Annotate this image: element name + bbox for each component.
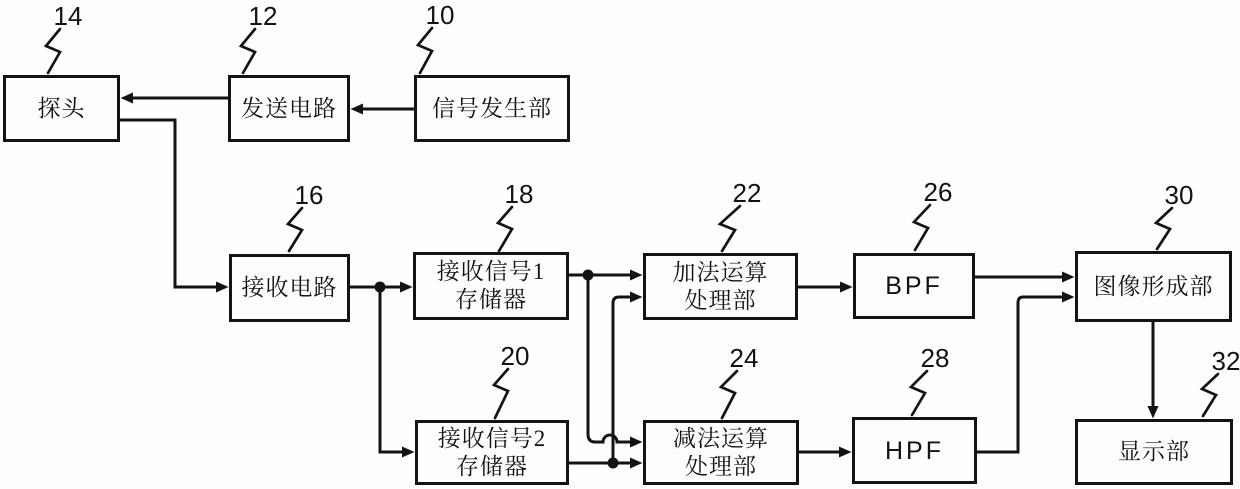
ref-number-20: 20	[500, 341, 530, 371]
leader-squiggle-14	[46, 29, 60, 73]
ref-number-14: 14	[53, 1, 83, 31]
block-probe: 探头	[3, 75, 120, 142]
ref-number-32: 32	[1211, 346, 1240, 376]
ref-number-12: 12	[248, 1, 278, 31]
ref-number-24: 24	[729, 343, 759, 373]
leader-squiggle-22	[720, 206, 740, 251]
block-received-signal-2-memory: 接收信号2 存储器	[415, 420, 569, 485]
ref-number-30: 30	[1164, 180, 1194, 210]
block-image-forming: 图像形成部	[1075, 251, 1232, 322]
block-bpf: BPF	[853, 253, 975, 319]
junction-dot	[375, 282, 386, 293]
connector-probe-to-receive	[120, 120, 216, 287]
leader-squiggle-28	[911, 371, 927, 415]
connector-receive-to-mem2	[380, 287, 402, 452]
leader-squiggle-10	[418, 28, 432, 73]
block-addition-processor: 加法运算 处理部	[643, 253, 798, 320]
leader-squiggle-26	[914, 205, 930, 250]
ref-number-26: 26	[923, 177, 953, 207]
connector-mem1-to-subtractor	[588, 275, 630, 442]
leader-squiggle-18	[498, 207, 512, 251]
ref-number-18: 18	[504, 179, 534, 209]
block-receive-circuit: 接收电路	[229, 254, 350, 322]
block-subtraction-processor: 减法运算 处理部	[643, 420, 799, 485]
connector-hpf-to-imageforming	[977, 297, 1062, 452]
leader-squiggle-20	[494, 369, 508, 418]
leader-squiggle-32	[1202, 374, 1218, 416]
ref-number-22: 22	[732, 178, 762, 208]
block-hpf: HPF	[852, 417, 977, 484]
leader-squiggle-12	[241, 29, 255, 73]
leader-squiggle-24	[721, 371, 737, 418]
block-display: 显示部	[1075, 419, 1233, 485]
block-signal-generator: 信号发生部	[414, 75, 570, 142]
block-transmit-circuit: 发送电路	[228, 75, 350, 142]
ref-number-28: 28	[920, 343, 950, 373]
leader-squiggle-30	[1156, 208, 1172, 249]
block-received-signal-1-memory: 接收信号1 存储器	[413, 252, 569, 320]
ref-number-16: 16	[294, 180, 324, 210]
junction-dot	[583, 270, 594, 281]
leader-squiggle-16	[288, 208, 302, 251]
junction-dot	[608, 458, 619, 469]
ref-number-10: 10	[425, 0, 455, 30]
